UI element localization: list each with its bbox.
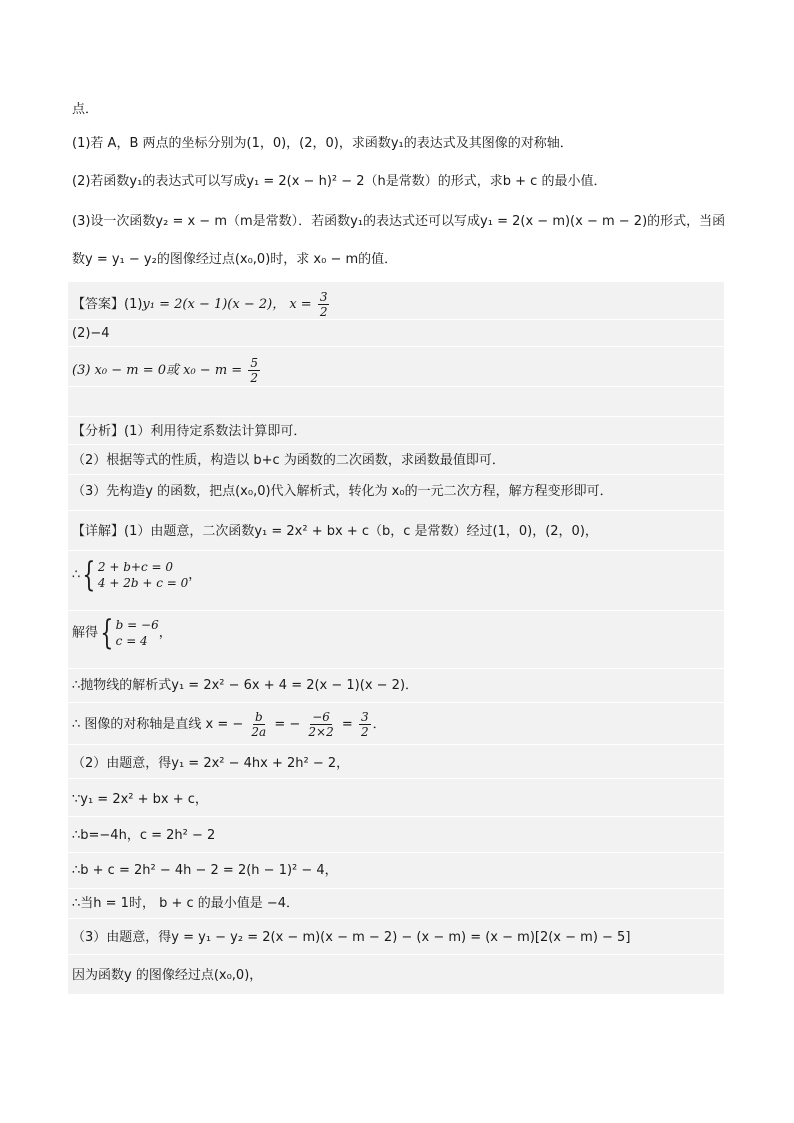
answer-3 [72,356,262,385]
row-separator [68,444,724,445]
solution-8: ∴当h = 1时， b + c 的最小值是 −4． [72,896,300,911]
analysis-2: （2）根据等式的性质，构造以 b+c 为函数的二次函数，求函数最值即可． [72,453,505,468]
solution-1: 【详解】(1）由题意，二次函数y₁ = 2x² + bx + c（b，c 是常数）经过(1，0)，(2，0)， [72,524,598,539]
denominator: 2 [319,305,328,319]
row-separator [68,702,724,703]
solution-7: ∴b + c = 2h² − 4h − 2 = 2(h − 1)² − 4， [72,863,338,878]
system-solutions [116,617,159,649]
equation: b = −6 [115,618,159,632]
answer-3-expr: (3) x₀ − m = 0或 x₀ − m = [72,363,243,378]
denominator: 2×2 [308,725,334,739]
punctuation: ， [188,567,202,583]
solution-3 [72,710,386,739]
row-separator [68,816,724,817]
brace-icon: { [100,613,114,653]
equation-system-2 [72,613,172,653]
operator: = − [274,717,301,732]
row-separator [68,610,724,611]
answer-2: (2)−4 [72,326,110,341]
analysis-1: 【分析】(1）利用待定系数法计算即可． [72,424,307,439]
row-separator [68,668,724,669]
equation-system-1 [72,555,202,595]
denominator: 2 [360,725,369,739]
row-separator [68,474,724,475]
question-2: (2)若函数y₁的表达式可以写成y₁ = 2(x − h)² − 2（h是常数）的形式，求b + c 的最小值． [72,174,607,189]
question-3-line-1: (3)设一次函数y₂ = x − m（m是常数）．若函数y₁的表达式还可以写成y₁ = 2(x − m)(x − m − 2)的形式，当函 [72,214,726,229]
fraction [249,710,268,739]
solve-label: 解得 [72,625,99,641]
text-line: 点． [72,102,99,117]
row-separator [68,319,724,320]
denominator: 2a [251,725,267,739]
fraction [248,356,260,385]
fraction [359,710,371,739]
numerator: b [254,710,263,724]
row-separator [68,918,724,919]
numerator: 3 [360,710,369,724]
therefore-symbol: ∴ [72,567,81,583]
row-separator [68,346,724,347]
solution-2: ∴抛物线的解析式y₁ = 2x² − 6x + 4 = 2(x − 1)(x − 2)． [72,678,419,693]
analysis-3: （3）先构造y 的函数，把点(x₀,0)代入解析式，转化为 x₀的一元二次方程，解方程变形即可． [72,484,613,499]
brace-icon: { [82,555,96,595]
row-separator [68,510,724,511]
question-1: (1)若 A，B 两点的坐标分别为(1，0)，(2，0)，求函数y₁的表达式及其图像的对称轴． [72,136,573,151]
solution-10: 因为函数y 的图像经过点(x₀,0)， [72,968,263,983]
punctuation: ， [158,625,172,641]
row-separator [68,852,724,853]
row-separator [68,744,724,745]
equation: 2 + b+c = 0 [97,560,174,574]
solution-6: ∴b=−4h，c = 2h² − 2 [72,828,216,843]
row-separator [68,550,724,551]
operator: = [341,717,353,732]
numerator: 3 [319,290,328,304]
row-separator [68,386,724,387]
answer-label: 【答案】(1) [72,297,143,312]
fraction [318,290,330,319]
row-separator [68,416,724,417]
solution-5: ∵y₁ = 2x² + bx + c， [72,792,208,807]
equation: c = 4 [115,634,148,648]
equation: 4 + 2b + c = 0 [97,576,189,590]
row-separator [68,954,724,955]
numerator: −6 [312,710,330,724]
answer-1 [72,290,331,319]
fraction [306,710,335,739]
question-3-line-2: 数y = y₁ − y₂的图像经过点(x₀,0)时，求 x₀ − m的值． [72,252,398,267]
numerator: 5 [250,356,258,370]
solution-9: （3）由题意，得y = y₁ − y₂ = 2(x − m)(x − m − 2) − (x − m) = (x − m)[2(x − m) − 5] [72,930,631,945]
system-equations [98,559,188,591]
axis-text: ∴ 图像的对称轴是直线 x = − [72,717,244,732]
row-separator [68,888,724,889]
punctuation: ． [372,717,386,732]
solution-4: （2）由题意，得y₁ = 2x² − 4hx + 2h² − 2， [72,756,350,771]
row-separator [68,778,724,779]
answer-1-expr: y₁ = 2(x − 1)(x − 2)， x = [142,297,312,312]
denominator: 2 [250,371,258,385]
